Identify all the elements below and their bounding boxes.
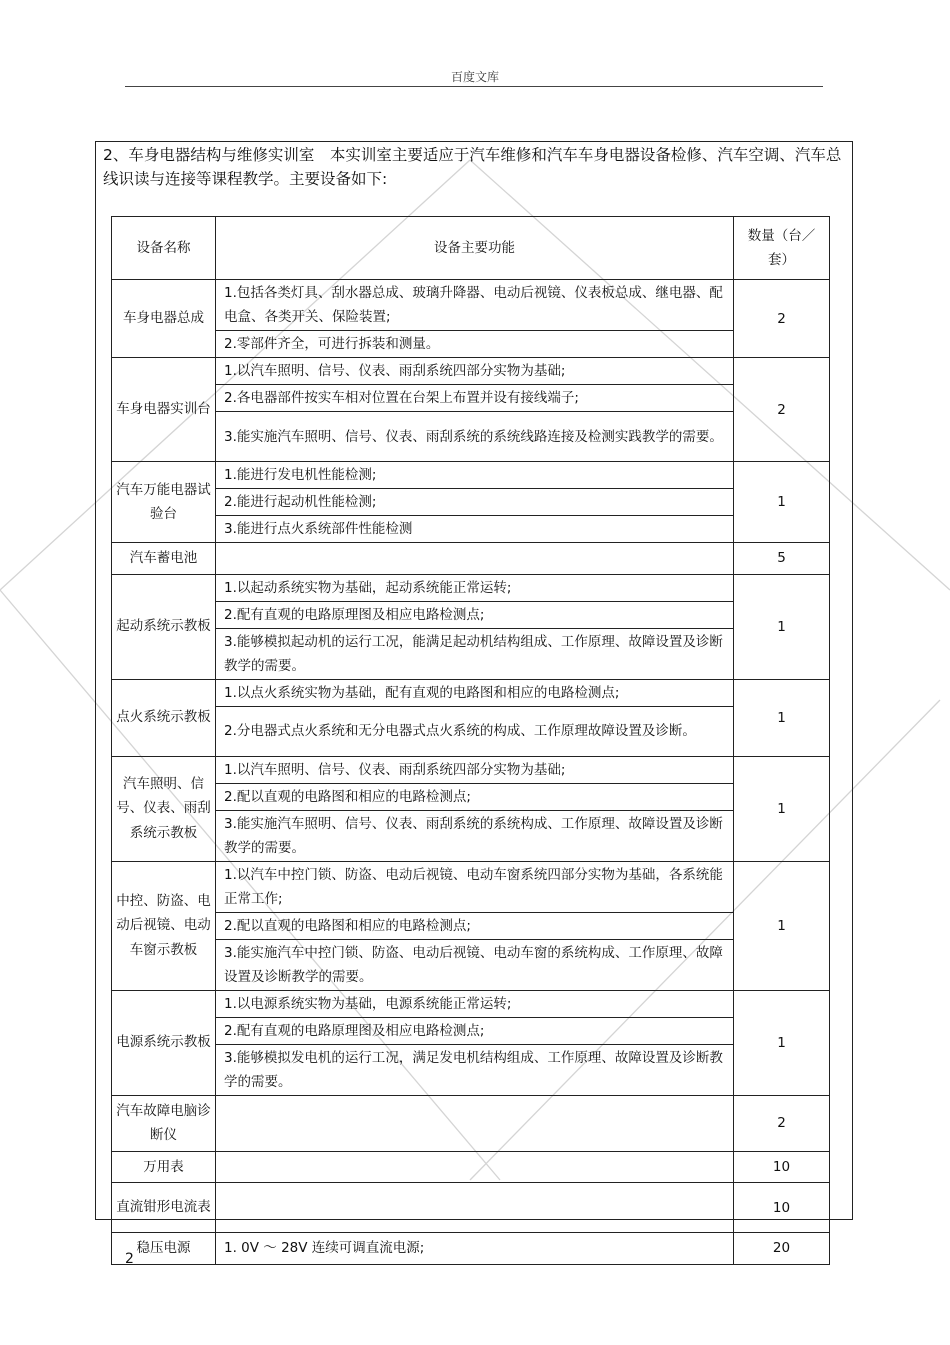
equipment-name: 汽车蓄电池 <box>112 543 216 575</box>
equipment-function: 1.以起动系统实物为基础，起动系统能正常运转; <box>216 574 734 601</box>
header-qty-label: 数量（台／套） <box>747 228 816 268</box>
table-header-row <box>112 217 830 280</box>
table-row <box>112 462 830 489</box>
table-row <box>112 756 830 783</box>
table-row <box>112 1017 830 1044</box>
table-row <box>112 280 830 331</box>
equipment-function: 3.能够模拟起动机的运行工况，能满足起动机结构组成、工作原理、故障设置及诊断教学的需要。 <box>216 628 734 679</box>
equipment-function <box>216 1151 734 1183</box>
table-row <box>112 1183 830 1233</box>
equipment-function: 3.能进行点火系统部件性能检测 <box>216 516 734 543</box>
table-row <box>112 358 830 385</box>
equipment-function: 1.包括各类灯具、刮水器总成、玻璃升降器、电动后视镜、仪表板总成、继电器、配电盒、各类开关、保险装置; <box>216 280 734 331</box>
equipment-name: 车身电器实训台 <box>112 358 216 462</box>
equipment-name: 电源系统示教板 <box>112 990 216 1095</box>
equipment-function: 3.能够模拟发电机的运行工况，满足发电机结构组成、工作原理、故障设置及诊断教学的需要。 <box>216 1044 734 1095</box>
equipment-function: 3.能实施汽车中控门锁、防盗、电动后视镜、电动车窗的系统构成、工作原理、故障设置及诊断教学的需要。 <box>216 939 734 990</box>
table-row <box>112 810 830 861</box>
table-row <box>112 601 830 628</box>
equipment-function: 1.以汽车照明、信号、仪表、雨刮系统四部分实物为基础; <box>216 358 734 385</box>
table-row <box>112 385 830 412</box>
table-row <box>112 543 830 575</box>
equipment-qty: 2 <box>734 1095 830 1151</box>
table-row <box>112 1233 830 1265</box>
equipment-qty: 1 <box>734 990 830 1095</box>
equipment-function: 3.能实施汽车照明、信号、仪表、雨刮系统的系统构成、工作原理、故障设置及诊断教学的需要。 <box>216 810 734 861</box>
equipment-name: 中控、防盗、电动后视镜、电动车窗示教板 <box>112 861 216 990</box>
table-row <box>112 912 830 939</box>
equipment-function: 1.以汽车中控门锁、防盗、电动后视镜、电动车窗系统四部分实物为基础，各系统能正常工作; <box>216 861 734 912</box>
equipment-function: 2.配有直观的电路原理图及相应电路检测点; <box>216 601 734 628</box>
equipment-function: 2.配以直观的电路图和相应的电路检测点; <box>216 912 734 939</box>
table-row <box>112 1095 830 1151</box>
equipment-qty: 5 <box>734 543 830 575</box>
equipment-function: 2.分电器式点火系统和无分电器式点火系统的构成、工作原理故障设置及诊断。 <box>216 706 734 756</box>
equipment-name: 汽车照明、信号、仪表、雨刮系统示教板 <box>112 756 216 861</box>
equipment-function: 1. 0V ～ 28V 连续可调直流电源; <box>216 1233 734 1265</box>
equipment-name: 万用表 <box>112 1151 216 1183</box>
table-row <box>112 489 830 516</box>
table-row <box>112 990 830 1017</box>
page-number: 2 <box>125 1251 134 1267</box>
equipment-qty: 1 <box>734 679 830 756</box>
equipment-function <box>216 543 734 575</box>
equipment-function: 3.能实施汽车照明、信号、仪表、雨刮系统的系统线路连接及检测实践教学的需要。 <box>216 412 734 462</box>
equipment-function <box>216 1183 734 1233</box>
equipment-qty: 2 <box>734 280 830 358</box>
equipment-qty: 10 <box>734 1151 830 1183</box>
equipment-name: 直流钳形电流表 <box>112 1183 216 1233</box>
equipment-name: 稳压电源 <box>112 1233 216 1265</box>
equipment-qty: 20 <box>734 1233 830 1265</box>
equipment-qty: 1 <box>734 574 830 679</box>
table-row <box>112 331 830 358</box>
table-row <box>112 516 830 543</box>
section-intro: 2、车身电器结构与维修实训室 本实训室主要适应于汽车维修和汽车车身电器设备检修、汽车空调、汽车总线识读与连接等课程教学。主要设备如下: <box>103 146 842 188</box>
equipment-function: 1.以汽车照明、信号、仪表、雨刮系统四部分实物为基础; <box>216 756 734 783</box>
equipment-function: 1.以电源系统实物为基础，电源系统能正常运转; <box>216 990 734 1017</box>
equipment-name: 点火系统示教板 <box>112 679 216 756</box>
equipment-function: 1.能进行发电机性能检测; <box>216 462 734 489</box>
equipment-function: 1.以点火系统实物为基础，配有直观的电路图和相应的电路检测点; <box>216 679 734 706</box>
equipment-qty: 10 <box>734 1183 830 1233</box>
equipment-function: 2.零部件齐全，可进行拆装和测量。 <box>216 331 734 358</box>
table-row <box>112 679 830 706</box>
table-row <box>112 783 830 810</box>
equipment-qty: 1 <box>734 861 830 990</box>
equipment-qty: 2 <box>734 358 830 462</box>
equipment-function: 2.配有直观的电路原理图及相应电路检测点; <box>216 1017 734 1044</box>
header-divider <box>125 86 823 87</box>
equipment-name: 车身电器总成 <box>112 280 216 358</box>
equipment-name: 起动系统示教板 <box>112 574 216 679</box>
header-name: 设备名称 <box>112 217 216 280</box>
header-qty <box>734 217 830 280</box>
table-row <box>112 939 830 990</box>
header-function: 设备主要功能 <box>216 217 734 280</box>
table-row <box>112 574 830 601</box>
equipment-function <box>216 1095 734 1151</box>
equipment-function: 2.各电器部件按实车相对位置在台架上布置并设有接线端子; <box>216 385 734 412</box>
table-row <box>112 412 830 462</box>
equipment-name: 汽车故障电脑诊断仪 <box>112 1095 216 1151</box>
table-row <box>112 628 830 679</box>
equipment-function: 2.能进行起动机性能检测; <box>216 489 734 516</box>
table-row <box>112 1044 830 1095</box>
equipment-qty: 1 <box>734 756 830 861</box>
equipment-function: 2.配以直观的电路图和相应的电路检测点; <box>216 783 734 810</box>
table-body <box>112 280 830 1265</box>
table-row <box>112 706 830 756</box>
table-row <box>112 1151 830 1183</box>
equipment-name: 汽车万能电器试验台 <box>112 462 216 543</box>
equipment-qty: 1 <box>734 462 830 543</box>
table-row <box>112 861 830 912</box>
page-header-title: 百度文库 <box>450 70 499 84</box>
equipment-table <box>111 216 830 1265</box>
